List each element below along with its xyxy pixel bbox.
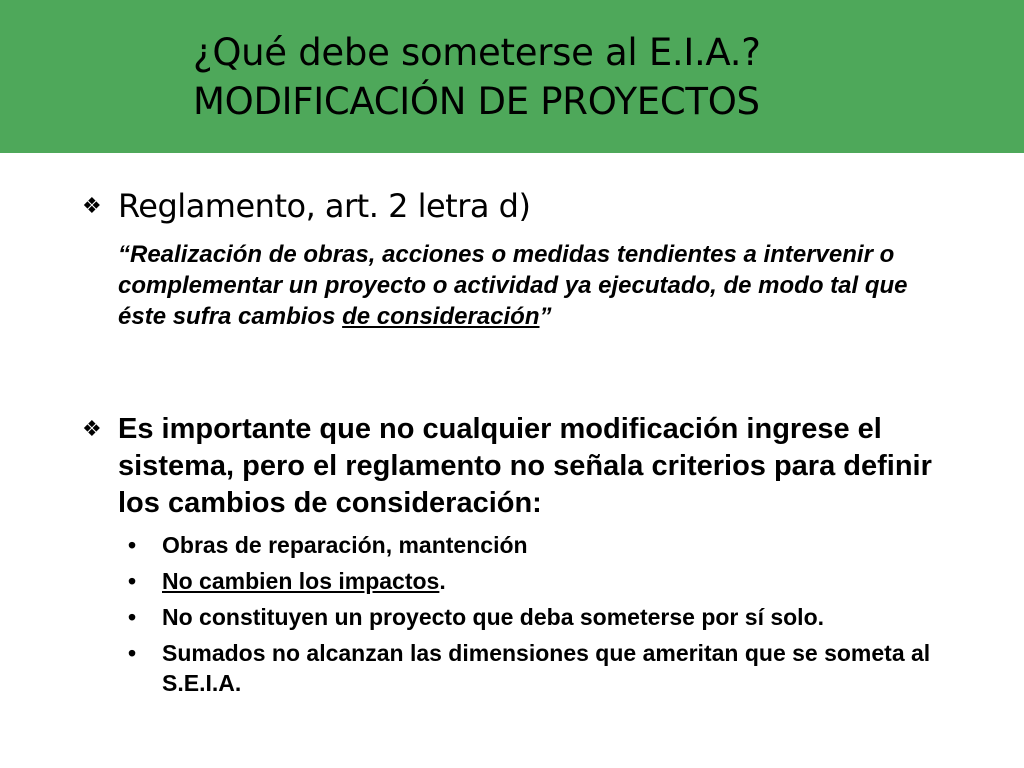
list-item bbox=[128, 530, 948, 560]
slide-title bbox=[193, 28, 761, 126]
bullet-dot-icon: • bbox=[128, 532, 137, 558]
list-item bbox=[128, 638, 948, 698]
list-item-text: Obras de reparación, mantención bbox=[162, 532, 528, 558]
bullet-importante: Es importante que no cualquier modificación ingrese el sistema, pero el reglamento no señala criterios para definir los cambios de consideración: bbox=[118, 413, 932, 519]
bullet-dot-icon: • bbox=[128, 640, 137, 666]
title-banner bbox=[0, 0, 1024, 153]
list-item bbox=[128, 566, 948, 596]
bullet-dot-icon: • bbox=[128, 604, 137, 630]
bullet-dot-icon: • bbox=[128, 568, 137, 594]
quote-text: “Realización de obras, acciones o medidas tendientes a intervenir o complementar un proyecto o actividad ya ejecutado, de modo tal que éste sufra cambios bbox=[118, 241, 908, 330]
list-item bbox=[128, 602, 948, 632]
list-item-underlined-text: No cambien los impactos bbox=[162, 568, 440, 594]
quote-underlined-text: de consideración bbox=[342, 303, 540, 330]
list-item-suffix: . bbox=[439, 568, 446, 594]
slide-title-line-2: MODIFICACIÓN DE PROYECTOS bbox=[193, 80, 760, 123]
quote-closing-mark: ” bbox=[539, 303, 552, 330]
list-item-text: No constituyen un proyecto que deba someterse por sí solo. bbox=[162, 604, 825, 630]
definition-quote bbox=[118, 239, 908, 332]
diamond-bullet-icon: ❖ bbox=[82, 194, 102, 219]
bullet-reglamento: Reglamento, art. 2 letra d) bbox=[118, 187, 531, 225]
diamond-bullet-icon: ❖ bbox=[82, 417, 102, 442]
slide-title-line-1: ¿Qué debe someterse al E.I.A.? bbox=[193, 31, 761, 74]
criteria-list bbox=[128, 530, 948, 704]
list-item-text: Sumados no alcanzan las dimensiones que ameritan que se someta al S.E.I.A. bbox=[162, 640, 931, 696]
